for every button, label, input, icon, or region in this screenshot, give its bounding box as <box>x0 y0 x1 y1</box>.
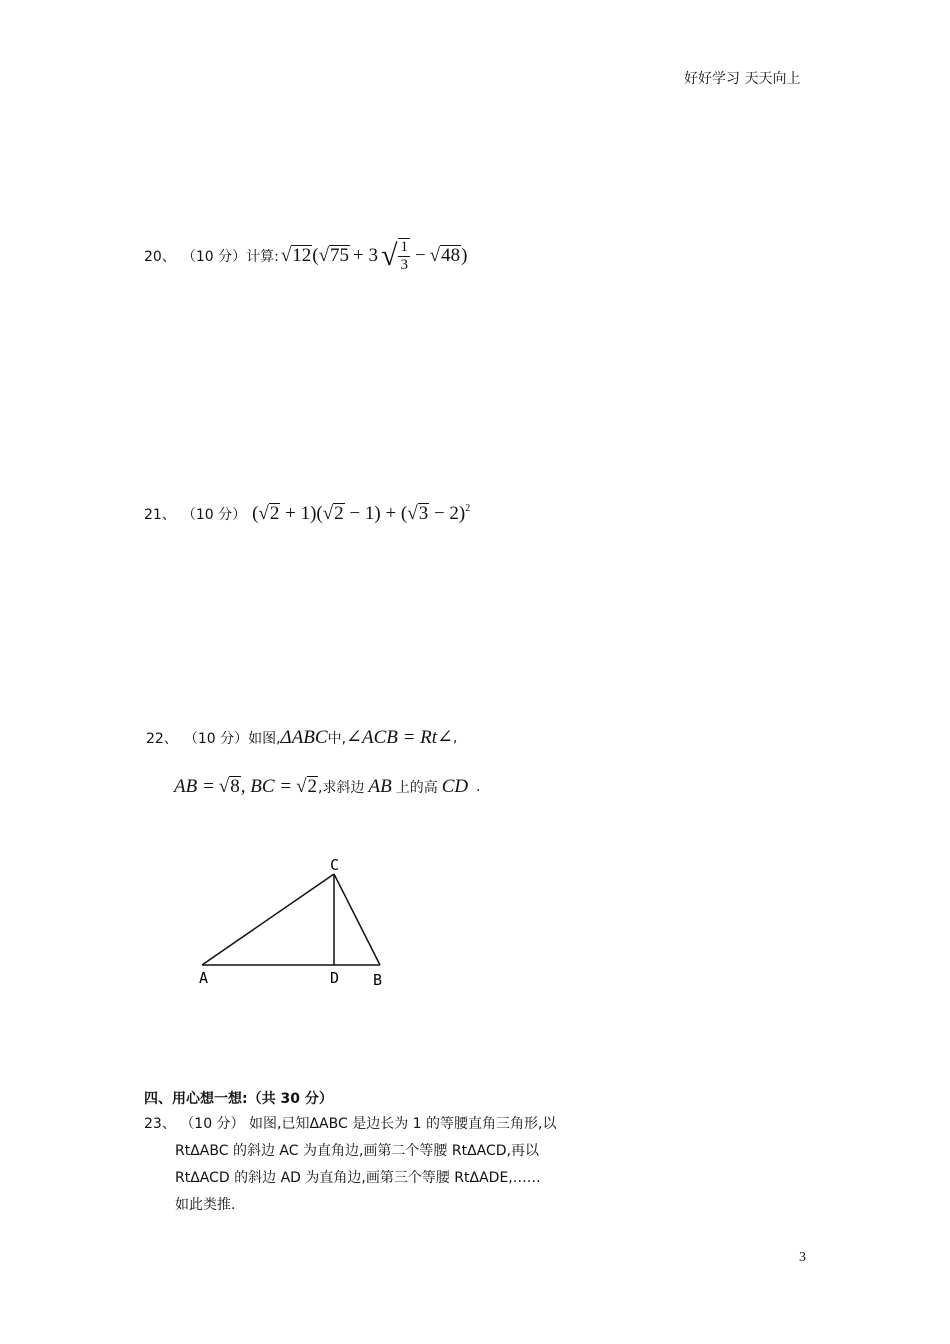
q22-intro: 如图, <box>248 730 281 747</box>
q22-number: 22、 <box>146 730 178 747</box>
q23-text-line4: 如此类推. <box>175 1197 236 1213</box>
q20-radicand-75: 75 <box>330 244 350 266</box>
q20-radicand-48: 48 <box>441 244 461 266</box>
q23-score: （10 分） <box>180 1116 245 1132</box>
q22-ask: ,求斜边 <box>318 780 365 796</box>
q23-text-line3: RtΔACD 的斜边 AD 为直角边,画第三个等腰 RtΔADE,…… <box>175 1170 541 1186</box>
q22-triangle: ΔABC <box>280 726 328 748</box>
q21-expression: ( √ 2 + 1)( √ 2 − 1) + ( √ 3 − 2) $^2$ <box>252 503 471 525</box>
q21-radicand-c: 3 <box>418 503 429 525</box>
q20-number: 20、 <box>144 248 176 265</box>
q22-angle: ∠ACB = Rt∠ <box>346 727 453 748</box>
radical-sign: √ <box>429 244 441 266</box>
radical-sign: √ <box>280 244 292 266</box>
question-20 <box>144 238 467 273</box>
question-22-line2: AB = √ 8 , BC = √ 2 ,求斜边 AB 上的高 CD . <box>174 776 481 798</box>
q22-cd: CD <box>441 776 469 797</box>
q23-text-line2: RtΔABC 的斜边 AC 为直角边,画第二个等腰 RtΔACD,再以 <box>175 1143 539 1159</box>
q20-radicand-12: 12 <box>292 244 312 266</box>
q23-text-line1: 如图,已知ΔABC 是边长为 1 的等腰直角三角形,以 <box>249 1116 557 1132</box>
label-a: A <box>199 969 209 987</box>
q22-mid: 中, <box>327 730 347 747</box>
q21-exponent: 2 <box>465 503 471 514</box>
q21-radicand-b: 2 <box>334 503 344 525</box>
radical-sign: √ <box>318 244 330 266</box>
q22-ab: AB <box>368 776 392 797</box>
page-number: 3 <box>799 1250 806 1265</box>
q22-score: （10 分） <box>183 730 249 747</box>
q22-ab-eq: AB = <box>174 776 215 797</box>
q22-radicand-8: 8 <box>230 776 240 798</box>
segment-ac <box>202 874 334 965</box>
paren-close: ) <box>461 244 468 266</box>
q20-frac-den: 3 <box>400 256 408 273</box>
q22-radicand-2: 2 <box>307 776 318 798</box>
label-b: B <box>373 971 383 989</box>
q20-expression <box>281 238 468 273</box>
header-motto: 好好学习 天天向上 <box>684 71 801 87</box>
q20-minus: − <box>414 244 426 266</box>
q22-on: 上的高 <box>395 780 438 796</box>
q23-number: 23、 <box>144 1116 176 1132</box>
question-22 <box>146 726 457 749</box>
q22-bc-eq: , BC = <box>240 776 293 797</box>
question-21 <box>144 503 470 525</box>
radical-sign-large: √ <box>380 238 398 272</box>
question-23-line1 <box>144 1113 556 1133</box>
q20-fraction <box>398 238 410 273</box>
q20-frac-num: 1 <box>400 239 408 255</box>
q21-score: （10 分） <box>181 507 247 523</box>
q21-number: 21、 <box>144 507 176 523</box>
section-4-title: 四、用心想一想:（共 30 分） <box>144 1091 333 1107</box>
q22-comma: , <box>452 729 458 746</box>
q20-score: （10 分） <box>181 248 247 265</box>
paren-open: ( <box>312 244 319 266</box>
q22-end: . <box>476 779 481 795</box>
label-d: D <box>330 969 340 987</box>
label-c: C <box>330 856 340 874</box>
q20-plus-three: + 3 <box>353 244 378 266</box>
segment-cb <box>334 874 380 965</box>
q20-prompt: 计算: <box>246 248 279 265</box>
triangle-figure <box>190 850 400 995</box>
q21-radicand-a: 2 <box>269 503 280 525</box>
